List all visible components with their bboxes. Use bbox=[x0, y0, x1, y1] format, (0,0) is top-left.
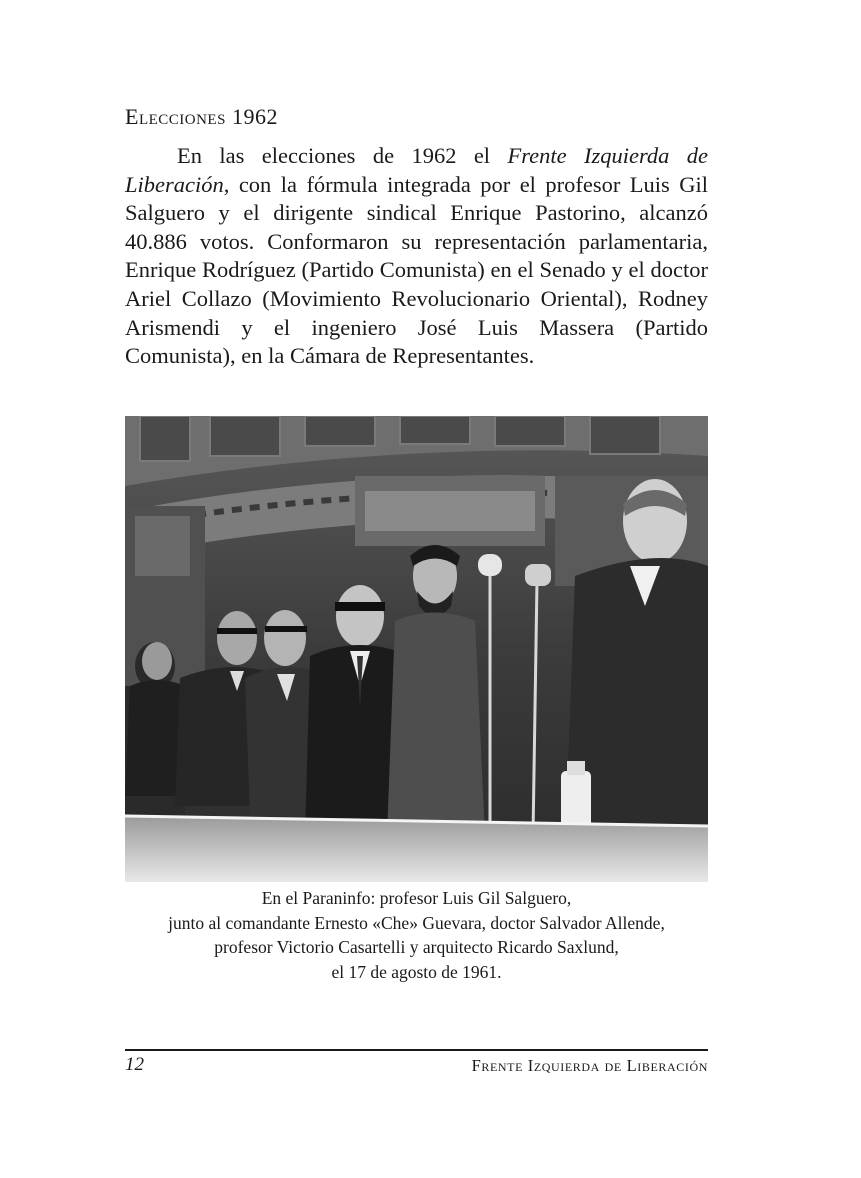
caption-line: el 17 de agosto de 1961. bbox=[331, 961, 502, 982]
photograph-illustration bbox=[125, 416, 708, 882]
page-number: 12 bbox=[125, 1054, 144, 1075]
section-heading: Elecciones 1962 bbox=[125, 104, 278, 129]
paragraph-text-start: En las elecciones de 1962 el bbox=[177, 143, 508, 168]
historical-photograph bbox=[125, 416, 708, 882]
caption-line: junto al comandante Ernesto «Che» Guevara, doctor Salvador Allende, bbox=[168, 912, 665, 933]
paragraph-text-rest: , con la fórmula integrada por el profesor Luis Gil Salguero y el dirigente sindical Enrique Pastorino, alcanzó 40.886 votos. Conformaron su representación parlamentaria, Enrique Rodríguez (Partido Comunista) en el Senado y el doctor Ariel Collazo (Movimiento Revolucionario Oriental), Rodney Arismendi y el ingeniero José Luis Massera (Partido Comunista), en la Cámara de Representantes. bbox=[125, 171, 708, 369]
photo-caption bbox=[125, 886, 708, 984]
body-paragraph bbox=[125, 142, 708, 371]
caption-line: profesor Victorio Casartelli y arquitecto Ricardo Saxlund, bbox=[214, 937, 619, 957]
running-title: Frente Izquierda de Liberación bbox=[471, 1056, 708, 1075]
caption-line: En el Paraninfo: profesor Luis Gil Salguero, bbox=[261, 888, 572, 908]
paragraph-italic-party-name: Frente Izquierda de Liberación bbox=[125, 143, 708, 197]
footer-divider bbox=[125, 1049, 708, 1051]
